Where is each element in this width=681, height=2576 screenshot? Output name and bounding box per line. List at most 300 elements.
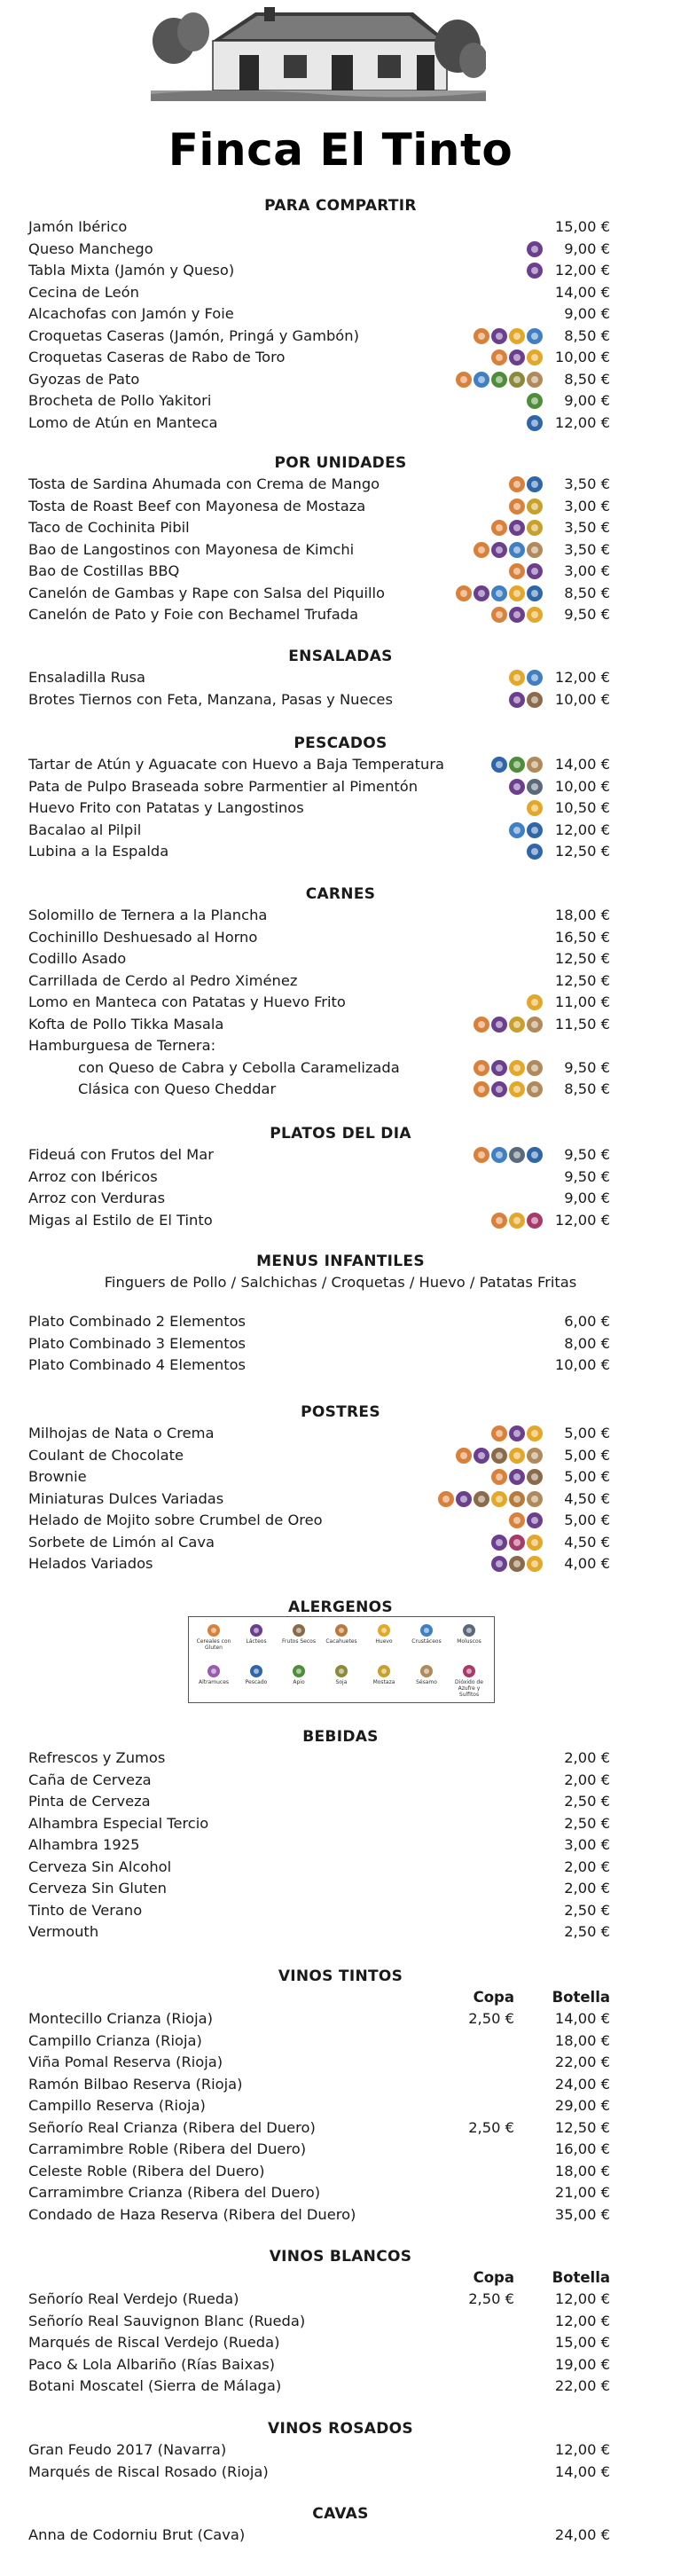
menu-item — [0, 2439, 681, 2462]
menu-item — [0, 1791, 681, 1813]
crust-allergen-icon — [527, 328, 543, 344]
sesame-allergen-icon — [527, 1081, 543, 1097]
sesame-allergen-icon — [527, 1448, 543, 1464]
item-price: 11,50 € — [554, 1015, 610, 1033]
item-name: Migas al Estilo de El Tinto — [28, 1211, 213, 1229]
menu-item — [0, 970, 681, 993]
menu-item — [0, 1747, 681, 1770]
legend-item-egg — [363, 1624, 405, 1645]
item-price: 3,00 € — [564, 562, 610, 579]
item-name: Gran Feudo 2017 (Navarra) — [28, 2441, 227, 2458]
item-name: Arroz con Ibéricos — [28, 1167, 158, 1185]
crust-allergen-icon — [474, 372, 489, 388]
egg-allergen-icon — [509, 328, 525, 344]
menu-item — [0, 1014, 681, 1036]
column-header — [0, 1987, 681, 2008]
item-name: Huevo Frito con Patatas y Langostinos — [28, 799, 304, 816]
menu-item — [0, 1770, 681, 1792]
sulfite-allergen-icon — [527, 1213, 543, 1229]
crust-allergen-icon — [527, 670, 543, 686]
menu-item — [0, 412, 681, 435]
item-name: Jamón Ibérico — [28, 218, 128, 235]
item-price: 3,00 € — [564, 1836, 610, 1853]
section-title: VINOS ROSADOS — [268, 2420, 413, 2438]
item-name: Paco & Lola Albariño (Rías Baixas) — [28, 2355, 276, 2373]
fish-allergen-icon — [527, 415, 543, 431]
section-title: PLATOS DEL DIA — [270, 1125, 411, 1143]
egg-allergen-icon — [527, 800, 543, 816]
sesame-icon — [420, 1665, 433, 1677]
botella-column-label: Botella — [552, 1989, 610, 2006]
item-price: 24,00 € — [554, 2075, 610, 2093]
unidades-section — [0, 452, 681, 626]
lactose-allergen-icon — [509, 1425, 525, 1441]
item-price: 29,00 € — [554, 2097, 610, 2114]
section-title: ALERGENOS — [288, 1598, 393, 1616]
legend-item-mollusc — [448, 1624, 490, 1645]
menu-item — [0, 1355, 681, 1377]
egg-icon — [378, 1624, 390, 1637]
item-price: 16,50 € — [554, 928, 610, 946]
allergen-icons — [509, 563, 543, 580]
allergen-icons — [509, 779, 543, 796]
allergen-icons — [491, 1556, 543, 1573]
section-title: VINOS TINTOS — [278, 1967, 403, 1985]
allergen-icons — [438, 1491, 543, 1508]
menu-item — [0, 2332, 681, 2354]
item-name: Marqués de Riscal Rosado (Rioja) — [28, 2462, 269, 2480]
menu-item — [0, 2052, 681, 2074]
allergen-icons — [491, 1469, 543, 1486]
cavas-section — [0, 2503, 681, 2547]
menu-item — [0, 326, 681, 348]
item-price: 5,00 € — [564, 1468, 610, 1485]
crust-allergen-icon — [491, 585, 507, 601]
lactose-allergen-icon — [491, 1017, 507, 1033]
sulfite-icon — [463, 1665, 475, 1677]
gluten-allergen-icon — [474, 1017, 489, 1033]
gluten-allergen-icon — [456, 585, 472, 601]
item-price: 12,00 € — [554, 669, 610, 686]
legend-label: Dióxido de Azufre y Sulfitos — [455, 1679, 483, 1698]
item-price: 15,00 € — [554, 218, 610, 235]
soy-allergen-icon — [509, 372, 525, 388]
item-price: 14,00 € — [554, 756, 610, 773]
menu-item — [0, 390, 681, 412]
menu-item — [0, 474, 681, 496]
gluten-allergen-icon — [456, 1448, 472, 1464]
item-name: Carramimbre Roble (Ribera del Duero) — [28, 2140, 307, 2157]
item-price: 8,50 € — [564, 1080, 610, 1097]
item-price: 24,00 € — [554, 2526, 610, 2543]
carnes-section — [0, 884, 681, 1101]
item-name: Helados Variados — [28, 1555, 153, 1572]
item-price: 10,00 € — [554, 349, 610, 365]
egg-allergen-icon — [509, 1448, 525, 1464]
gluten-allergen-icon — [491, 520, 507, 536]
menu-item — [0, 1857, 681, 1879]
menu-item — [0, 2311, 681, 2333]
allergen-icons — [491, 1425, 543, 1442]
item-name: Lubina a la Espalda — [28, 843, 169, 860]
menu-item — [0, 2354, 681, 2376]
lactose-allergen-icon — [474, 1448, 489, 1464]
egg-allergen-icon — [527, 994, 543, 1010]
allergen-icons — [474, 1060, 543, 1077]
menu-item — [0, 2030, 681, 2053]
item-name: Señorío Real Crianza (Ribera del Duero) — [28, 2118, 316, 2136]
item-name: Queso Manchego — [28, 240, 153, 257]
item-copa-price: 2,50 € — [468, 2290, 514, 2307]
menu-item — [0, 927, 681, 949]
item-name: Bacalao al Pilpil — [28, 821, 142, 838]
item-price: 8,00 € — [564, 1334, 610, 1352]
legend-item-celery — [278, 1665, 320, 1685]
item-name: Ramón Bilbao Reserva (Rioja) — [28, 2075, 243, 2093]
menu-item — [0, 583, 681, 605]
item-name: Celeste Roble (Ribera del Duero) — [28, 2162, 265, 2179]
item-price: 2,50 € — [564, 1793, 610, 1810]
copa-column-label: Copa — [473, 2269, 514, 2286]
lactose-allergen-icon — [527, 1512, 543, 1528]
legend-item-lupin — [192, 1665, 235, 1685]
allergen-icons — [491, 607, 543, 624]
item-copa-price: 2,50 € — [468, 2118, 514, 2136]
item-name: Coulant de Chocolate — [28, 1446, 184, 1464]
restaurant-title: Finca El Tinto — [168, 124, 513, 176]
item-name: Refrescos y Zumos — [28, 1749, 166, 1766]
menu-item — [0, 303, 681, 326]
item-name: Lomo en Manteca con Patatas y Huevo Frito — [28, 993, 346, 1010]
lactose-allergen-icon — [509, 349, 525, 365]
item-name: Alhambra 1925 — [28, 1836, 140, 1853]
item-price: 8,50 € — [564, 370, 610, 388]
menu-item — [0, 1057, 681, 1080]
menu-item — [0, 2095, 681, 2117]
item-name: con Queso de Cabra y Cebolla Caramelizada — [78, 1058, 400, 1076]
menu-item — [0, 776, 681, 798]
item-price: 19,00 € — [554, 2355, 610, 2373]
allergen-icons — [527, 393, 543, 410]
item-name: Montecillo Crianza (Rioja) — [28, 2010, 213, 2027]
legend-label: Pescado — [245, 1679, 268, 1685]
column-header — [0, 2267, 681, 2289]
gluten-allergen-icon — [491, 1425, 507, 1441]
item-name: Canelón de Pato y Foie con Bechamel Trufada — [28, 606, 359, 623]
item-price: 4,50 € — [564, 1533, 610, 1551]
menu-item — [0, 948, 681, 970]
item-price: 9,00 € — [564, 240, 610, 257]
item-price: 18,00 € — [554, 907, 610, 923]
lactose-allergen-icon — [491, 542, 507, 558]
item-name: Tabla Mixta (Jamón y Queso) — [28, 262, 235, 279]
mollusc-allergen-icon — [509, 1147, 525, 1163]
item-name: Anna de Codorniu Brut (Cava) — [28, 2526, 246, 2543]
allergen-icons — [509, 822, 543, 839]
item-price: 3,00 € — [564, 497, 610, 514]
item-name: Condado de Haza Reserva (Ribera del Duero) — [28, 2205, 356, 2223]
item-price: 11,00 € — [554, 993, 610, 1010]
sulfite-allergen-icon — [509, 1535, 525, 1551]
legend-label: Soja — [335, 1679, 348, 1685]
item-name: Tosta de Sardina Ahumada con Crema de Mango — [28, 475, 380, 492]
section-title: MENUS INFANTILES — [256, 1253, 425, 1270]
nuts-allergen-icon — [474, 1491, 489, 1507]
item-price: 5,00 € — [564, 1512, 610, 1528]
gluten-allergen-icon — [474, 328, 489, 344]
menu-item — [0, 689, 681, 711]
item-name: Gyozas de Pato — [28, 370, 140, 388]
item-price: 12,00 € — [554, 821, 610, 838]
menu-item — [0, 797, 681, 820]
menu-item — [0, 841, 681, 863]
menu-item — [0, 754, 681, 776]
item-name: Canelón de Gambas y Rape con Salsa del Piquillo — [28, 584, 385, 601]
menu-item — [0, 2008, 681, 2030]
mollusc-allergen-icon — [527, 779, 543, 795]
lactose-allergen-icon — [491, 1081, 507, 1097]
pescados-section — [0, 733, 681, 863]
allergen-icons — [474, 1147, 543, 1164]
sesame-allergen-icon — [527, 542, 543, 558]
item-name: Pata de Pulpo Braseada sobre Parmentier al Pimentón — [28, 777, 419, 795]
item-price: 9,50 € — [564, 1058, 610, 1076]
nuts-allergen-icon — [527, 692, 543, 708]
item-name: Croquetas Caseras de Rabo de Toro — [28, 349, 286, 365]
item-price: 12,50 € — [554, 2118, 610, 2136]
section-title: ENSALADAS — [288, 648, 393, 665]
item-price: 12,50 € — [554, 950, 610, 967]
gluten-allergen-icon — [474, 1147, 489, 1163]
allergen-icons — [491, 1213, 543, 1229]
item-price: 3,50 € — [564, 519, 610, 536]
gluten-allergen-icon — [509, 563, 525, 579]
mustard-allergen-icon — [527, 520, 543, 536]
gluten-allergen-icon — [509, 476, 525, 492]
allergen-icons — [509, 476, 543, 493]
item-price: 35,00 € — [554, 2205, 610, 2223]
menu-item — [0, 1900, 681, 1922]
allergen-icons — [527, 994, 543, 1011]
legend-item-lactose — [235, 1624, 278, 1645]
section-title: POSTRES — [301, 1403, 380, 1421]
item-price: 10,50 € — [554, 799, 610, 816]
section-title: VINOS BLANCOS — [269, 2248, 412, 2266]
egg-allergen-icon — [491, 1491, 507, 1507]
section-title: BEBIDAS — [302, 1728, 379, 1746]
item-name: Miniaturas Dulces Variadas — [28, 1489, 224, 1507]
item-price: 3,50 € — [564, 475, 610, 492]
vinos-rosados-section — [0, 2418, 681, 2483]
lactose-allergen-icon — [456, 1491, 472, 1507]
allergen-icons — [527, 263, 543, 279]
item-name: Kofta de Pollo Tikka Masala — [28, 1015, 224, 1033]
item-name: Tinto de Verano — [28, 1901, 143, 1919]
allergen-icons — [491, 757, 543, 774]
item-name: Ensaladilla Rusa — [28, 669, 145, 686]
menu-item — [0, 905, 681, 927]
menu-item — [0, 561, 681, 583]
allergen-icons — [456, 585, 543, 602]
item-name: Hamburguesa de Ternera: — [28, 1037, 216, 1054]
celery-allergen-icon — [491, 372, 507, 388]
menu-item — [0, 2525, 681, 2547]
menu-item — [0, 1466, 681, 1488]
item-price: 2,50 € — [564, 1814, 610, 1832]
menu-item — [0, 1210, 681, 1232]
lactose-allergen-icon — [491, 1060, 507, 1076]
allergen-icons — [491, 1535, 543, 1551]
item-price: 5,00 € — [564, 1425, 610, 1441]
menu-item — [0, 1488, 681, 1511]
lactose-allergen-icon — [509, 1469, 525, 1485]
menu-item — [0, 1333, 681, 1355]
botella-column-label: Botella — [552, 2269, 610, 2286]
item-price: 12,00 € — [554, 262, 610, 279]
fish-allergen-icon — [491, 757, 507, 773]
item-price: 12,00 € — [554, 2290, 610, 2307]
legend-label: Sésamo — [416, 1679, 437, 1685]
gluten-allergen-icon — [474, 1060, 489, 1076]
item-price: 10,00 € — [554, 777, 610, 795]
menu-item — [0, 1144, 681, 1166]
farmhouse-illustration — [151, 5, 486, 101]
legend-item-nuts — [278, 1624, 320, 1645]
menu-item — [0, 667, 681, 689]
postres-section — [0, 1402, 681, 1575]
allergens-section — [0, 1597, 681, 1618]
menu-item — [0, 2074, 681, 2096]
allergen-icons — [474, 542, 543, 559]
item-price: 12,00 € — [554, 2441, 610, 2458]
item-price: 12,00 € — [554, 413, 610, 431]
item-price: 9,50 € — [564, 1146, 610, 1163]
item-price: 9,00 € — [564, 392, 610, 409]
item-price: 12,00 € — [554, 1211, 610, 1229]
allergen-icons — [509, 499, 543, 515]
section-title: CAVAS — [312, 2505, 369, 2523]
sesame-allergen-icon — [527, 372, 543, 388]
menu-item — [0, 2182, 681, 2204]
legend-label: Cereales con Gluten — [196, 1638, 231, 1651]
item-name: Viña Pomal Reserva (Rioja) — [28, 2054, 223, 2070]
egg-allergen-icon — [527, 1556, 543, 1572]
item-price: 18,00 € — [554, 2031, 610, 2049]
crust-allergen-icon — [509, 542, 525, 558]
nuts-icon — [293, 1624, 305, 1637]
item-name: Plato Combinado 4 Elementos — [28, 1356, 247, 1373]
item-name: Marqués de Riscal Verdejo (Rueda) — [28, 2334, 280, 2351]
gluten-allergen-icon — [491, 349, 507, 365]
copa-column-label: Copa — [473, 1989, 514, 2006]
lupin-icon — [207, 1665, 220, 1677]
gluten-allergen-icon — [491, 1469, 507, 1485]
item-price: 10,00 € — [554, 690, 610, 708]
menu-item — [0, 2204, 681, 2227]
nuts-allergen-icon — [509, 1556, 525, 1572]
gluten-allergen-icon — [438, 1491, 454, 1507]
legend-label: Lácteos — [246, 1638, 267, 1645]
item-price: 9,50 € — [564, 1167, 610, 1185]
lactose-allergen-icon — [527, 241, 543, 257]
menu-item — [0, 2462, 681, 2484]
allergen-icons — [509, 692, 543, 709]
mustard-allergen-icon — [527, 499, 543, 514]
item-name: Cerveza Sin Gluten — [28, 1880, 167, 1897]
celery-allergen-icon — [509, 757, 525, 773]
egg-allergen-icon — [509, 670, 525, 686]
item-name: Helado de Mojito sobre Crumbel de Oreo — [28, 1512, 323, 1528]
allergen-icons — [509, 1512, 543, 1529]
section-subtitle: Finguers de Pollo / Salchichas / Croquetas / Huevo / Patatas Fritas — [104, 1274, 577, 1291]
fish-allergen-icon — [527, 822, 543, 838]
item-price: 18,00 € — [554, 2162, 610, 2179]
item-name: Codillo Asado — [28, 950, 127, 967]
egg-allergen-icon — [509, 585, 525, 601]
lactose-allergen-icon — [491, 1535, 507, 1551]
bebidas-section — [0, 1726, 681, 1944]
egg-allergen-icon — [509, 1081, 525, 1097]
fish-allergen-icon — [527, 476, 543, 492]
item-name: Caña de Cerveza — [28, 1771, 152, 1788]
menu-item — [0, 1510, 681, 1532]
lactose-allergen-icon — [509, 692, 525, 708]
sesame-allergen-icon — [527, 1060, 543, 1076]
item-name: Bao de Costillas BBQ — [28, 562, 180, 579]
item-name: Plato Combinado 3 Elementos — [28, 1334, 247, 1352]
legend-item-sesame — [405, 1665, 448, 1685]
gluten-allergen-icon — [491, 1213, 507, 1229]
gluten-allergen-icon — [456, 372, 472, 388]
celery-icon — [293, 1665, 305, 1677]
infantiles-section — [0, 1251, 681, 1377]
mustard-icon — [378, 1665, 390, 1677]
sesame-allergen-icon — [527, 757, 543, 773]
item-name: Brocheta de Pollo Yakitori — [28, 392, 212, 409]
allergen-icons — [491, 520, 543, 537]
fish-allergen-icon — [527, 844, 543, 860]
lactose-allergen-icon — [527, 263, 543, 279]
menu-item — [0, 604, 681, 626]
item-price: 9,00 € — [564, 305, 610, 322]
item-price: 2,00 € — [564, 1749, 610, 1766]
item-price: 10,00 € — [554, 1356, 610, 1373]
allergen-icons — [456, 1448, 543, 1465]
item-price: 3,50 € — [564, 540, 610, 558]
item-name: Alcachofas con Jamón y Foie — [28, 305, 234, 322]
gluten-icon — [207, 1624, 220, 1637]
allergen-icons — [527, 415, 543, 432]
item-price: 14,00 € — [554, 2462, 610, 2480]
allergen-icons — [456, 372, 543, 389]
item-price: 22,00 € — [554, 2054, 610, 2070]
fish-allergen-icon — [527, 1147, 543, 1163]
legend-item-soy — [320, 1665, 363, 1685]
ensaladas-section — [0, 646, 681, 711]
legend-label: Mostaza — [372, 1679, 395, 1685]
item-price: 14,00 € — [554, 283, 610, 301]
item-name: Cecina de León — [28, 283, 139, 301]
item-price: 21,00 € — [554, 2184, 610, 2201]
item-name: Taco de Cochinita Pibil — [28, 519, 190, 536]
allergen-icons — [491, 349, 543, 366]
legend-label: Apio — [293, 1679, 305, 1685]
egg-allergen-icon — [527, 349, 543, 365]
item-name: Cerveza Sin Alcohol — [28, 1857, 172, 1875]
item-name: Vermouth — [28, 1923, 99, 1940]
menu-item — [0, 282, 681, 304]
item-name: Tosta de Roast Beef con Mayonesa de Mostaza — [28, 497, 366, 514]
